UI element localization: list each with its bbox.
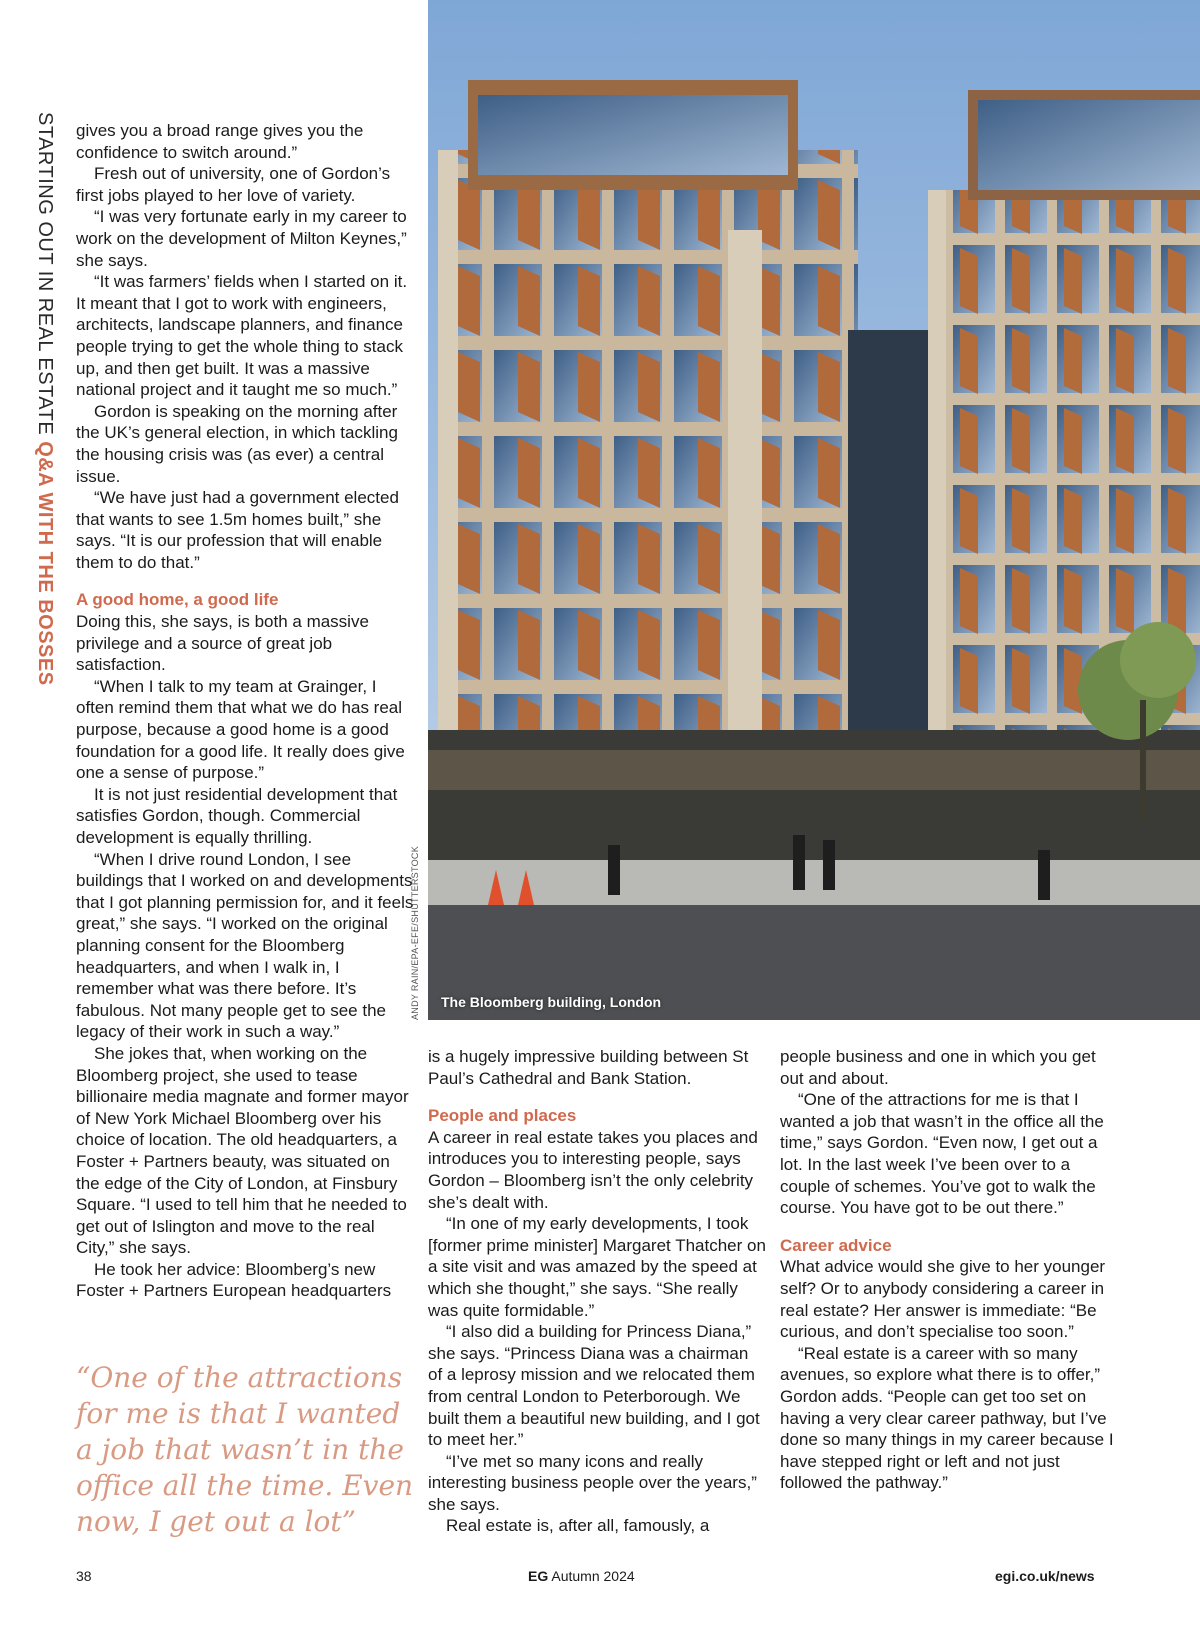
paragraph: “It was farmers’ fields when I started on it. It meant that I got to work with engineers, architects, landscape planners, and finance people trying to get the whole thing to stack up, and then get built. It was a massive national project and it taught me so much.” <box>76 272 408 400</box>
paragraph: “I also did a building for Princess Diana,” she says. “Princess Diana was a chairman of a leprosy mission and we relocated them from central London to Peterborough. We built them a beautiful new building, and I got to meet her.” <box>428 1322 760 1450</box>
section-header-title: STARTING OUT IN REAL ESTATE <box>34 112 56 436</box>
article-column-3 <box>780 1046 1120 1494</box>
paragraph: people business and one in which you get out and about. <box>780 1047 1096 1088</box>
paragraph: “When I drive round London, I see buildings that I worked on and developments that I got planning permission for, and it feels great,” she says. “I worked on the original planning consent for the Bloomberg headquarters, and when I walk in, I remember what was there before. It’s fabulous. Not many people get to see the legacy of their work in such a way.” <box>76 849 414 1042</box>
paragraph: Real estate is, after all, famously, a <box>446 1516 710 1536</box>
article-column-2 <box>428 1046 766 1537</box>
paragraph: What advice would she give to her younger self? Or to anybody considering a career in real estate? Her answer is immediate: “Be curious, and don’t specialise too soon.” <box>780 1257 1106 1342</box>
article-column-1 <box>76 120 414 1302</box>
paragraph: “In one of my early developments, I took [former prime minister] Margaret Thatcher on a site visit and was amazed by the speed at which she thought,” she says. “She really was quite formidable.” <box>428 1214 766 1320</box>
section-header <box>20 112 56 712</box>
paragraph: is a hugely impressive building between St Paul’s Cathedral and Bank Station. <box>428 1047 749 1088</box>
page-number: 38 <box>76 1568 92 1584</box>
paragraph: “One of the attractions for me is that I wanted a job that wasn’t in the office all the time,” says Gordon. “Even now, I get out a lot. In the last week I’ve been over to a couple of schemes. You’ve got to walk the course. You have got to be out there.” <box>780 1090 1104 1218</box>
paragraph: “I was very fortunate early in my career to work on the development of Milton Keynes,” she says. <box>76 207 407 270</box>
paragraph: He took her advice: Bloomberg’s new Foster + Partners European headquarters <box>76 1259 392 1301</box>
bloomberg-building-photo <box>428 0 1200 1020</box>
paragraph: A career in real estate takes you places and introduces you to interesting people, says Gordon – Bloomberg isn’t the only celebrity she’s dealt with. <box>428 1127 758 1212</box>
website-url[interactable]: egi.co.uk/news <box>995 1568 1095 1584</box>
pull-quote: “One of the attractions for me is that I wanted a job that wasn’t in the office all the time. Even now, I get out a lot” <box>76 1361 414 1538</box>
paragraph: “We have just had a government elected that wants to see 1.5m homes built,” she says. “It is our profession that will enable them to do that.” <box>76 488 399 572</box>
paragraph: It is not just residential development that satisfies Gordon, though. Commercial development is equally thrilling. <box>76 784 398 847</box>
paragraph: “Real estate is a career with so many avenues, so explore what there is to offer,” Gordon adds. “People can get too set on having a very clear career pathway, but I’ve done so many things in my career because I have stepped right or left and not just followed the pathway.” <box>780 1343 1114 1493</box>
photo-credit: ANDY RAIN/EPA-EFE/SHUTTERSTOCK <box>410 845 420 1020</box>
section-header-accent: Q&A WITH THE BOSSES <box>34 441 56 686</box>
paragraph: Fresh out of university, one of Gordon’s first jobs played to her love of variety. <box>76 164 391 205</box>
issue-date: Autumn 2024 <box>551 1568 635 1584</box>
paragraph: “I’ve met so many icons and really interesting business people over the years,” she says. <box>428 1451 757 1514</box>
section-heading: People and places <box>428 1106 577 1126</box>
photo-caption: The Bloomberg building, London <box>441 994 662 1010</box>
paragraph: She jokes that, when working on the Bloomberg project, she used to tease billionaire media magnate and former mayor of New York Michael Bloomberg over his choice of location. The old headquarters, a Foster + Partners beauty, was situated on the edge of the City of London, at Finsbury Square. “I used to tell him that he needed to get out of Islington and move to the real City,” she says. <box>76 1043 409 1258</box>
issue-label <box>528 1568 635 1584</box>
paragraph: “When I talk to my team at Grainger, I often remind them that what we do has real purpose, because a good home is a good foundation for a good life. It really does give one a sense of purpose.” <box>76 676 405 783</box>
section-heading: Career advice <box>780 1235 892 1255</box>
brand-label: EG <box>528 1568 549 1584</box>
paragraph: gives you a broad range gives you the confidence to switch around.” <box>76 121 364 162</box>
paragraph: Gordon is speaking on the morning after the UK’s general election, in which tackling the housing crisis was (as ever) a central issue. <box>76 401 398 486</box>
section-heading: A good home, a good life <box>76 590 279 610</box>
paragraph: Doing this, she says, is both a massive privilege and a source of great job satisfaction. <box>76 612 369 675</box>
